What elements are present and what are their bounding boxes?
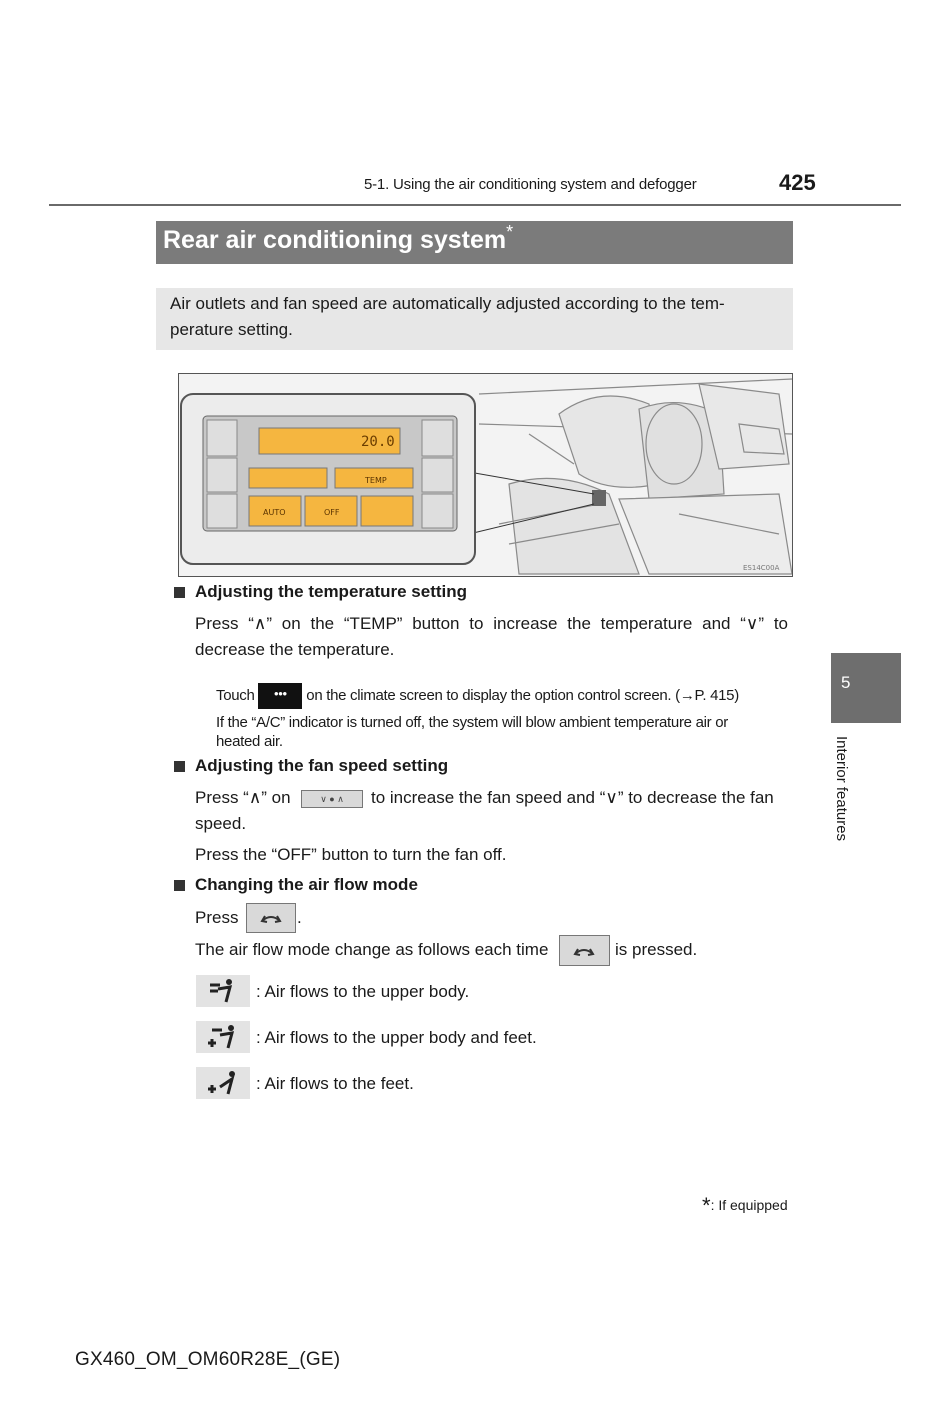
illustration-svg [179,374,792,576]
page-number: 425 [779,170,816,195]
summary-box [156,288,793,350]
upper-body-mode-icon [196,975,250,1007]
footnote-text: : If equipped [710,1197,788,1213]
mode-upper-body-feet-text: : Air flows to the upper body and feet. [256,1028,537,1047]
title-text: Rear air conditioning system [163,226,507,254]
temp-body-line-2: decrease the temperature. [195,640,395,659]
section-header: 5-1. Using the air conditioning system and defogger [364,176,697,193]
note-ac-line-2: heated air. [216,733,283,750]
control-panel-illustration [178,373,793,577]
page-title [156,221,793,264]
temp-heading: Adjusting the temperature setting [195,582,468,601]
fan-press-suffix: to increase the fan speed and “∨” to decrease the fan [371,788,774,807]
airflow-button-icon-inline [559,935,610,966]
airflow-arrows-icon [247,904,295,932]
rear-control-location [592,490,606,506]
chapter-number: 5 [841,673,851,692]
auto-label: AUTO [263,508,286,517]
option-button-icon: ••• [258,683,302,709]
footnote-mark: * [702,1193,711,1218]
fan-speed-control [249,468,327,488]
footnote [702,1193,788,1219]
bullet-square [174,587,185,598]
title-asterisk: * [506,222,514,242]
airflow-press-end: . [297,908,302,927]
mode-upper-body-text: : Air flows to the upper body. [256,982,470,1001]
feet-mode-icon [196,1067,250,1099]
summary-line-1: Air outlets and fan speed are automatically adjusted according to the tem- [170,294,725,313]
airflow-heading: Changing the air flow mode [195,875,418,894]
header-divider [49,204,901,206]
bullet-square [174,880,185,891]
fan-off-text: Press the “OFF” button to turn the fan off. [195,845,507,864]
display-reading: 20.0 [361,434,395,450]
chapter-tab [831,653,901,723]
airflow-arrows-icon [560,936,609,965]
fan-speed-button-icon: ∨ ● ∧ [301,790,363,808]
bullet-square [174,761,185,772]
document-code: GX460_OM_OM60R28E_(GE) [75,1349,341,1370]
chapter-label: Interior features [833,736,850,842]
upper-body-feet-mode-icon [196,1021,250,1053]
vehicle-interior-sketch [479,379,792,574]
airflow-cycle-before: The air flow mode change as follows each time [195,940,549,959]
airflow-button-icon [246,903,296,933]
temp-label: TEMP [365,476,387,485]
fan-press-line-2: speed. [195,814,247,833]
fan-press-prefix: Press “∧” on [195,788,291,807]
airflow-press: Press [195,908,239,927]
mode-feet-text: : Air flows to the feet. [256,1074,414,1093]
temp-body-line-1: Press “∧” on the “TEMP” button to increase the temperature and “∨” to [195,614,788,633]
note-ac-line-1: If the “A/C” indicator is turned off, the system will blow ambient temperature air or [216,714,728,731]
off-label: OFF [324,508,340,517]
note-option-screen: Touch ••• on the climate screen to display the option control screen. (→P. 415) [216,683,739,709]
illustration-code: ES14C00A [743,564,780,572]
airflow-cycle-after: is pressed. [615,940,698,959]
summary-line-2: perature setting. [170,320,293,339]
fan-heading: Adjusting the fan speed setting [195,756,449,775]
airflow-mode-button [361,496,413,526]
